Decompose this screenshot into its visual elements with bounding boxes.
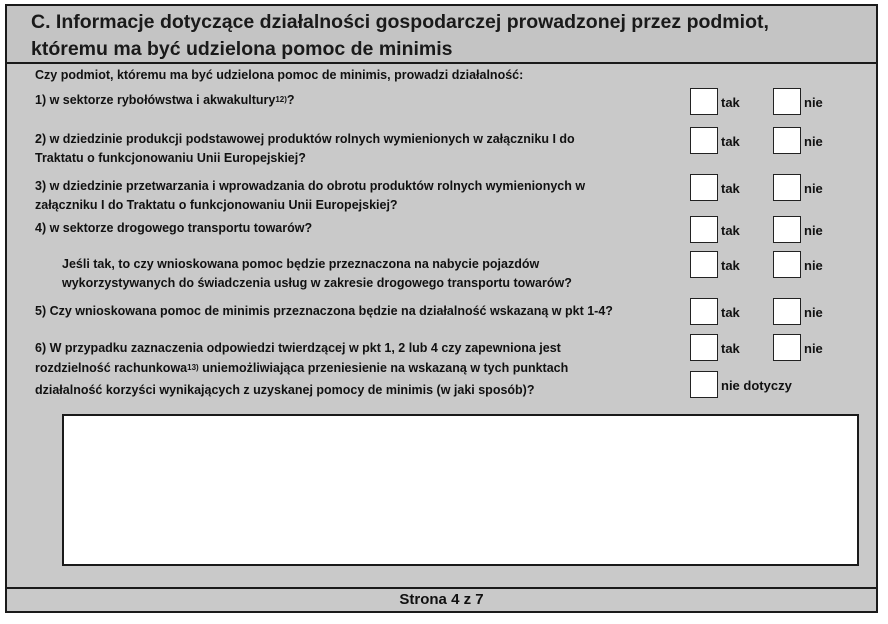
section-title-line1: C. Informacje dotyczące działalności gospodarczej prowadzonej przez podmiot, (31, 11, 769, 33)
question-2-line2: Traktatu o funkcjonowaniu Unii Europejskiej? (35, 151, 306, 165)
question-1-text: 1) w sektorze rybołówstwa i akwakultury (35, 93, 276, 107)
question-4a-line2: wykorzystywanych do świadczenia usług w zakresie drogowego transportu towarów? (62, 276, 572, 290)
q6-no-checkbox[interactable] (773, 334, 801, 361)
question-1 (35, 91, 685, 111)
q6-explanation-textarea[interactable] (62, 414, 859, 566)
question-2 (35, 130, 685, 168)
q4a-no-label: nie (804, 258, 823, 273)
q5-no-label: nie (804, 305, 823, 320)
question-4a-line1: Jeśli tak, to czy wnioskowana pomoc będzie przeznaczona na nabycie pojazdów (62, 257, 540, 271)
q3-no-checkbox[interactable] (773, 174, 801, 201)
q2-no-label: nie (804, 134, 823, 149)
intro-question: Czy podmiot, któremu ma być udzielona pomoc de minimis, prowadzi działalność: (35, 68, 524, 82)
question-3-line2: załączniku I do Traktatu o funkcjonowaniu Unii Europejskiej? (35, 198, 398, 212)
section-title-line2: któremu ma być udzielona pomoc de minimis (31, 38, 453, 60)
q4-yes-checkbox[interactable] (690, 216, 718, 243)
q3-no-label: nie (804, 181, 823, 196)
footnote-13: 13) (187, 363, 199, 372)
q5-no-checkbox[interactable] (773, 298, 801, 325)
form-section-c (5, 4, 878, 613)
question-5: 5) Czy wnioskowana pomoc de minimis przeznaczona będzie na działalność wskazaną w pkt 1-4? (35, 304, 613, 318)
question-6 (35, 338, 685, 400)
q1-yes-label: tak (721, 95, 740, 110)
footnote-12: 12) (275, 95, 287, 104)
q5-yes-checkbox[interactable] (690, 298, 718, 325)
question-4: 4) w sektorze drogowego transportu towarów? (35, 221, 313, 235)
q4-no-checkbox[interactable] (773, 216, 801, 243)
q2-yes-label: tak (721, 134, 740, 149)
q2-no-checkbox[interactable] (773, 127, 801, 154)
question-2-line1: 2) w dziedzinie produkcji podstawowej produktów rolnych wymienionych w załączniku I do (35, 132, 575, 146)
q5-yes-label: tak (721, 305, 740, 320)
q1-no-checkbox[interactable] (773, 88, 801, 115)
q4a-yes-checkbox[interactable] (690, 251, 718, 278)
question-6-line2a: rozdzielność rachunkowa (35, 361, 188, 375)
q4a-yes-label: tak (721, 258, 740, 273)
q6-yes-label: tak (721, 341, 740, 356)
question-3 (35, 177, 685, 215)
q4-yes-label: tak (721, 223, 740, 238)
question-6-line2 (35, 358, 685, 380)
q4-no-label: nie (804, 223, 823, 238)
section-header (7, 6, 876, 64)
question-4a (62, 255, 682, 293)
question-6-line3: działalność korzyści wynikających z uzyskanej pomocy de minimis (w jaki sposób)? (35, 383, 535, 397)
question-6-line2b: uniemożliwiająca przeniesienie na wskazaną w tych punktach (198, 361, 569, 375)
q1-yes-checkbox[interactable] (690, 88, 718, 115)
q6-yes-checkbox[interactable] (690, 334, 718, 361)
question-6-line1: 6) W przypadku zaznaczenia odpowiedzi twierdzącej w pkt 1, 2 lub 4 czy zapewniona jest (35, 341, 561, 355)
page-footer: Strona 4 z 7 (7, 587, 876, 611)
question-3-line1: 3) w dziedzinie przetwarzania i wprowadzania do obrotu produktów rolnych wymienionych w (35, 179, 586, 193)
q6-na-label: nie dotyczy (721, 378, 792, 393)
q3-yes-checkbox[interactable] (690, 174, 718, 201)
q1-no-label: nie (804, 95, 823, 110)
q4a-no-checkbox[interactable] (773, 251, 801, 278)
q3-yes-label: tak (721, 181, 740, 196)
q6-na-checkbox[interactable] (690, 371, 718, 398)
q2-yes-checkbox[interactable] (690, 127, 718, 154)
q6-no-label: nie (804, 341, 823, 356)
question-1-tail: ? (286, 93, 295, 107)
